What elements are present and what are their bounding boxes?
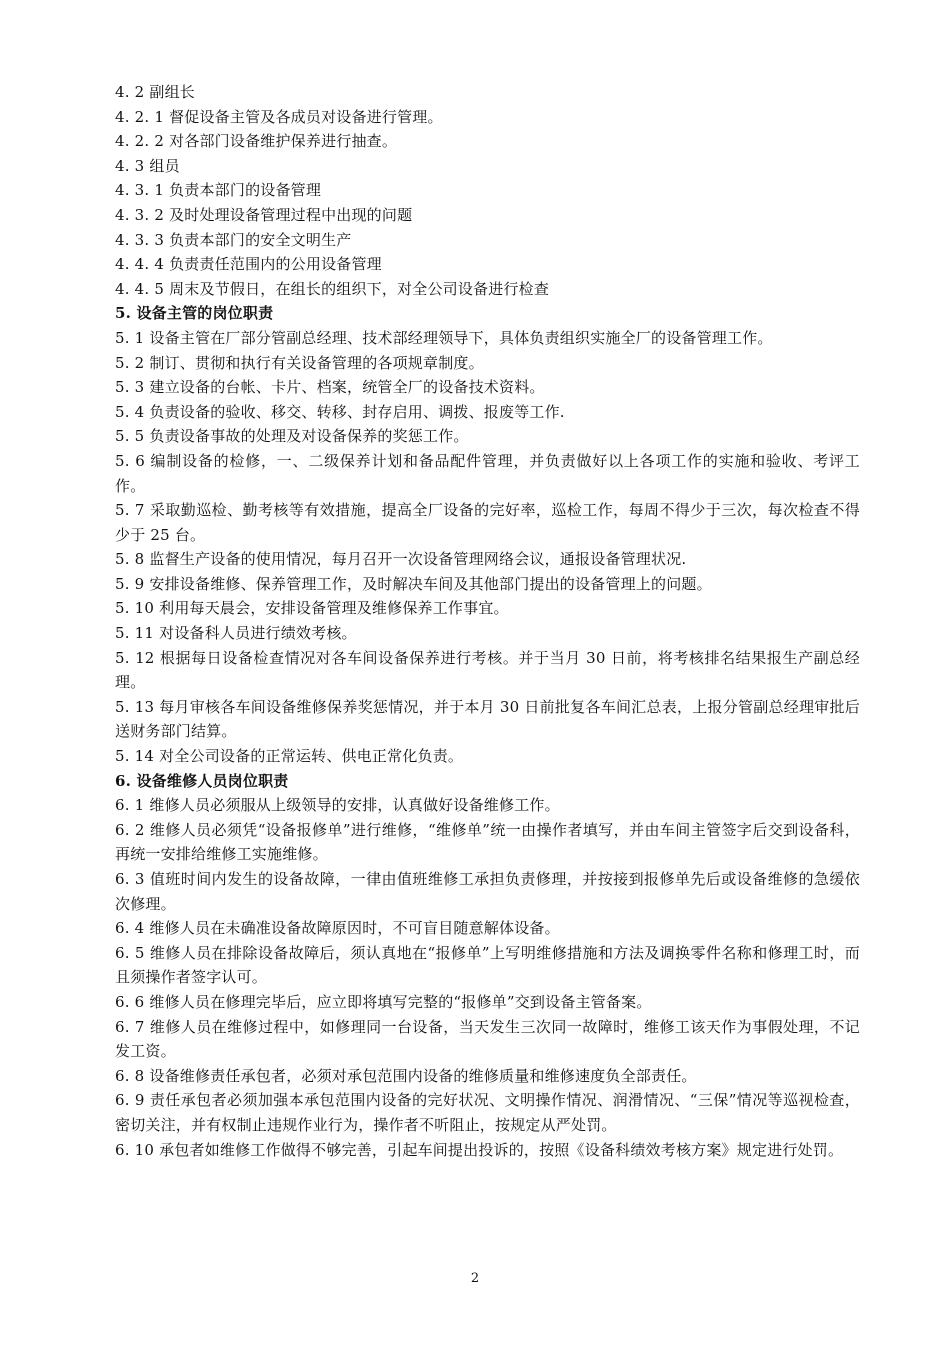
text-line: 5. 6 编制设备的检修，一、二级保养计划和备品配件管理，并负责做好以上各项工作的实施和验收、考评工作。 [115, 451, 860, 495]
text-line: 5. 1 设备主管在厂部分管副总经理、技术部经理领导下，具体负责组织实施全厂的设备管理工作。 [115, 328, 773, 347]
text-line: 6. 9 责任承包者必须加强本承包范围内设备的完好状况、文明操作情况、润滑情况、“三保”情况等巡视检查，密切关注，并有权制止违规作业行为，操作者不听阻止，按规定从严处罚。 [115, 1091, 860, 1134]
text-line: 5. 8 监督生产设备的使用情况，每月召开一次设备管理网络会议，通报设备管理状况. [115, 550, 687, 569]
text-line: 5. 5 负责设备事故的处理及对设备保养的奖惩工作。 [115, 427, 469, 446]
text-line: 5. 12 根据每日设备检查情况对各车间设备保养进行考核。并于当月 30 日前，将考核排名结果报生产副总经理。 [115, 648, 860, 692]
section-heading: 6. 设备维修人员岗位职责 [115, 771, 289, 790]
text-line: 4. 3. 3 负责本部门的安全文明生产 [115, 230, 352, 249]
text-line: 5. 4 负责设备的验收、移交、转移、封存启用、调拨、报废等工作. [115, 402, 565, 421]
text-line: 5. 9 安排设备维修、保养管理工作，及时解决车间及其他部门提出的设备管理上的问题。 [115, 574, 712, 593]
text-line: 5. 7 采取勤巡检、勤考核等有效措施，提高全厂设备的完好率，巡检工作，每周不得少于三次，每次检查不得少于 25 台。 [115, 501, 860, 544]
text-line: 6. 1 维修人员必须服从上级领导的安排，认真做好设备维修工作。 [115, 796, 560, 815]
text-line: 6. 10 承包者如维修工作做得不够完善，引起车间提出投诉的，按照《设备科绩效考核方案》规定进行处罚。 [115, 1140, 844, 1159]
text-line: 6. 3 值班时间内发生的设备故障，一律由值班维修工承担负责修理，并按接到报修单先后或设备维修的急缓依次修理。 [115, 870, 860, 913]
section-heading: 5. 设备主管的岗位职责 [115, 304, 274, 323]
text-line: 5. 3 建立设备的台帐、卡片、档案，统管全厂的设备技术资料。 [115, 378, 545, 397]
document-body [115, 80, 860, 1162]
text-line: 5. 10 利用每天晨会，安排设备管理及维修保养工作事宜。 [115, 599, 509, 618]
text-line: 5. 13 每月审核各车间设备维修保养奖惩情况，并于本月 30 日前批复各车间汇总表，上报分管副总经理审批后送财务部门结算。 [115, 697, 860, 741]
text-line: 4. 3 组员 [115, 156, 180, 175]
text-line: 4. 3. 2 及时处理设备管理过程中出现的问题 [115, 205, 413, 224]
text-line: 6. 8 设备维修责任承包者，必须对承包范围内设备的维修质量和维修速度负全部责任。 [115, 1066, 697, 1085]
text-line: 4. 2 副组长 [115, 83, 195, 101]
text-line: 5. 2 制订、贯彻和执行有关设备管理的各项规章制度。 [115, 353, 484, 372]
page-number: 2 [470, 1271, 480, 1286]
text-line: 4. 4. 5 周末及节假日，在组长的组织下，对全公司设备进行检查 [115, 279, 550, 298]
text-line: 4. 2. 2 对各部门设备维护保养进行抽查。 [115, 132, 398, 151]
text-line: 5. 14 对全公司设备的正常运转、供电正常化负责。 [115, 747, 464, 766]
text-line: 6. 4 维修人员在未确准设备故障原因时，不可盲目随意解体设备。 [115, 919, 560, 938]
text-line: 6. 5 维修人员在排除设备故障后，须认真地在“报修单”上写明维修措施和方法及调换零件名称和修理工时，而且须操作者签字认可。 [115, 943, 860, 987]
text-line: 4. 3. 1 负责本部门的设备管理 [115, 181, 322, 200]
text-line: 6. 2 维修人员必须凭“设备报修单”进行维修，“维修单”统一由操作者填写，并由车间主管签字后交到设备科，再统一安排给维修工实施维修。 [115, 820, 860, 864]
text-line: 5. 11 对设备科人员进行绩效考核。 [115, 624, 357, 643]
text-line: 4. 2. 1 督促设备主管及各成员对设备进行管理。 [115, 107, 443, 126]
text-line: 6. 6 维修人员在修理完毕后，应立即将填写完整的“报修单”交到设备主管备案。 [115, 992, 652, 1011]
text-line: 4. 4. 4 负责责任范围内的公用设备管理 [115, 255, 382, 274]
text-line: 6. 7 维修人员在维修过程中，如修理同一台设备，当天发生三次同一故障时，维修工该天作为事假处理，不记发工资。 [115, 1017, 860, 1061]
